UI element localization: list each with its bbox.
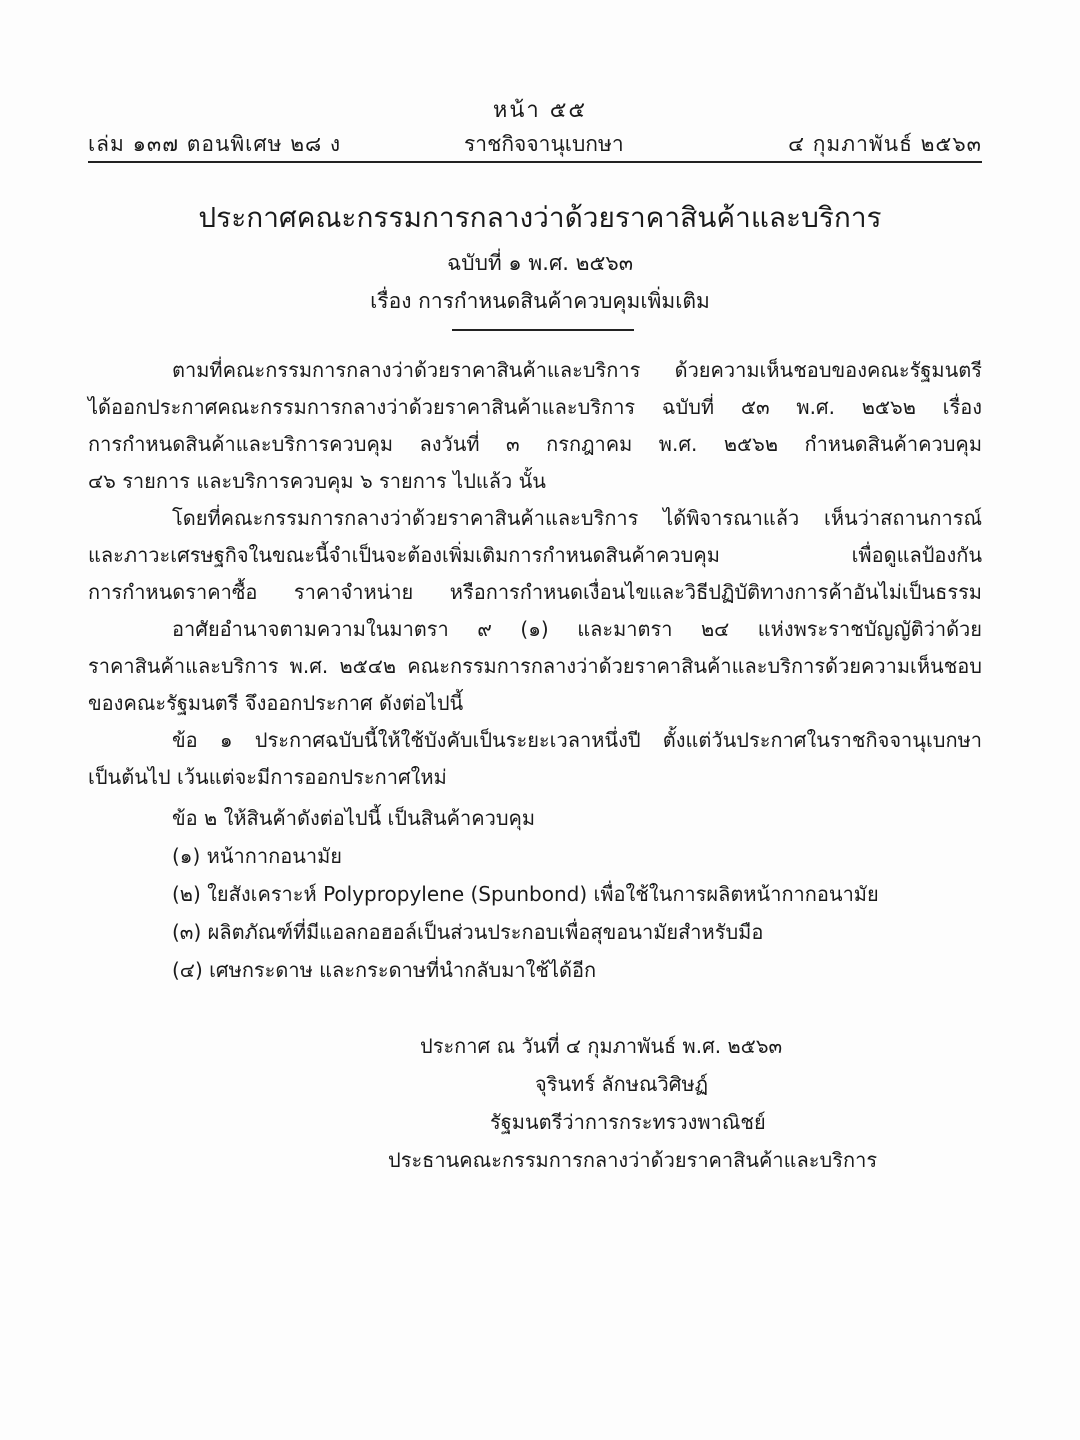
- volume-info: เล่ม ๑๓๗ ตอนพิเศษ ๒๘ ง: [88, 132, 342, 156]
- controlled-item: (๓) ผลิตภัณฑ์ที่มีแอลกอฮอล์เป็นส่วนประกอบเพื่อสุขอนามัยสำหรับมือ: [172, 920, 764, 944]
- announcement-body: [88, 352, 982, 1072]
- page-number: หน้า ๕๕: [492, 98, 588, 123]
- signatory-position: ประธานคณะกรรมการกลางว่าด้วยราคาสินค้าและบริการ: [388, 1148, 878, 1172]
- announcement-date: ประกาศ ณ วันที่ ๔ กุมภาพันธ์ พ.ศ. ๒๕๖๓: [420, 1034, 783, 1058]
- para2-line: โดยที่คณะกรรมการกลางว่าด้วยราคาสินค้าและบริการ ได้พิจารณาแล้ว เห็นว่าสถานการณ์: [172, 506, 982, 530]
- para3-line: ราคาสินค้าและบริการ พ.ศ. ๒๕๔๒ คณะกรรมการกลางว่าด้วยราคาสินค้าและบริการด้วยความเห็นชอบ: [88, 654, 982, 678]
- signatory-position: รัฐมนตรีว่าการกระทรวงพาณิชย์: [490, 1110, 766, 1134]
- controlled-item: (๑) หน้ากากอนามัย: [172, 844, 343, 868]
- signatory-name: จุรินทร์ ลักษณวิศิษฏ์: [535, 1072, 709, 1096]
- signature-block: [0, 1030, 1080, 1190]
- title-divider: [452, 329, 634, 331]
- controlled-item: (๔) เศษกระดาษ และกระดาษที่นำกลับมาใช้ได้อีก: [172, 958, 597, 982]
- controlled-item: (๒) ใยสังเคราะห์ Polypropylene (Spunbond) เพื่อใช้ในการผลิตหน้ากากอนามัย: [172, 882, 879, 906]
- announcement-title: ประกาศคณะกรรมการกลางว่าด้วยราคาสินค้าและบริการ: [198, 201, 882, 234]
- clause2-line: ข้อ ๒ ให้สินค้าดังต่อไปนี้ เป็นสินค้าควบคุม: [172, 806, 536, 830]
- clause1-line: เป็นต้นไป เว้นแต่จะมีการออกประกาศใหม่: [88, 765, 447, 789]
- clause1-line: ข้อ ๑ ประกาศฉบับนี้ให้ใช้บังคับเป็นระยะเวลาหนึ่งปี ตั้งแต่วันประกาศในราชกิจจานุเบกษา: [172, 728, 982, 752]
- para1-line: ได้ออกประกาศคณะกรรมการกลางว่าด้วยราคาสินค้าและบริการ ฉบับที่ ๕๓ พ.ศ. ๒๕๖๒ เรื่อง: [88, 395, 982, 419]
- para1-line: การกำหนดสินค้าและบริการควบคุม ลงวันที่ ๓ กรกฎาคม พ.ศ. ๒๕๖๒ กำหนดสินค้าควบคุม: [88, 432, 982, 456]
- para3-line: ของคณะรัฐมนตรี จึงออกประกาศ ดังต่อไปนี้: [88, 691, 464, 715]
- para3-line: อาศัยอำนาจตามความในมาตรา ๙ (๑) และมาตรา ๒๔ แห่งพระราชบัญญัติว่าด้วย: [172, 617, 982, 641]
- para2-line: และภาวะเศรษฐกิจในขณะนี้จำเป็นจะต้องเพิ่มเติมการกำหนดสินค้าควบคุม เพื่อดูแลป้องกัน: [88, 543, 982, 567]
- publication-name: ราชกิจจานุเบกษา: [464, 132, 624, 156]
- header-divider: [88, 161, 982, 163]
- announcement-subject: เรื่อง การกำหนดสินค้าควบคุมเพิ่มเติม: [370, 289, 710, 313]
- para1-line: ๔๖ รายการ และบริการควบคุม ๖ รายการ ไปแล้ว นั้น: [88, 469, 546, 493]
- announcement-issue: ฉบับที่ ๑ พ.ศ. ๒๕๖๓: [446, 251, 634, 275]
- publication-date: ๔ กุมภาพันธ์ ๒๕๖๓: [788, 132, 982, 156]
- gazette-header: [88, 128, 982, 160]
- para1-line: ตามที่คณะกรรมการกลางว่าด้วยราคาสินค้าและบริการ ด้วยความเห็นชอบของคณะรัฐมนตรี: [172, 358, 982, 382]
- para2-line: การกำหนดราคาซื้อ ราคาจำหน่าย หรือการกำหนดเงื่อนไขและวิธีปฏิบัติทางการค้าอันไม่เป็นธรรม: [88, 580, 982, 604]
